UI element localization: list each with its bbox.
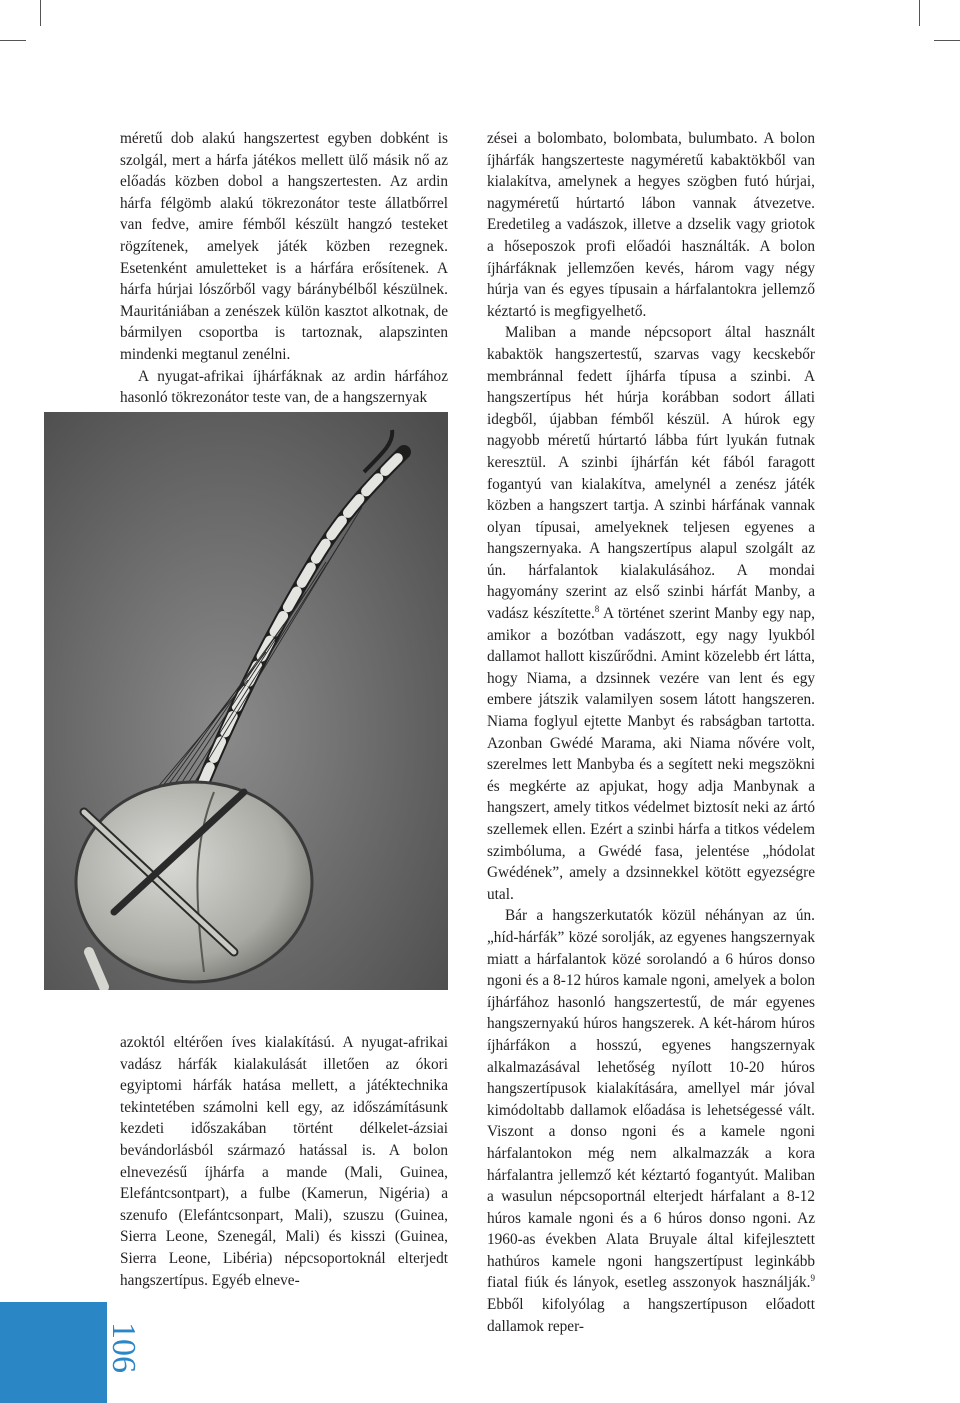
left-column-bottom (120, 1032, 448, 1291)
paragraph-text: A történet szerint Manby egy nap, amikor a bozótban vadászott, egy nagy lyukból dallamot hallott kiszűrődni. Amint közelebb ért látta, hogy Niama, a dzsinnek vezére van lent és egy embere játszik valamilyen sosem látott hangszeren. Niama foglyul ejtette Manbyt és rabságban tartotta. Azonban Gwédé Marama, aki Niama nővére volt, szerelmes lett Manbyba és a segített neki megszökni és megkérte az apjukat, hogy adja Manbynak a hangszert, amely titkos védelmet biztosít neki az ártó szellemek ellen. Ezért a szinbi hárfa a titkos védelem szimbóluma, a Gwédé fasa, jelentése „hódolat Gwédének”, amely a dzsinnekkel kötött egyezségre utal. (487, 605, 815, 903)
paragraph: méretű dob alakú hangszertest egyben dobként is szolgál, mert a hárfa játékos mellett ülő másik nő az előadás közben dobol a hangszertesten. Az ardin hárfa félgömb alakú tökrezonátor teste állatbőrrel van fedve, amire fémből készült hangzó testeket rögzítenek, amelyek játék közben rezegnek. Esetenként amuletteket is a hárfára erősítenek. A hárfa húrjai lószőrből vagy báránybélből készülnek. Mauritániában a zenészek külön kasztot alkotnak, de bármilyen csoportba is tartoznak, alapszinten mindenki megtanul zenélni. (120, 130, 448, 363)
crop-mark (0, 40, 26, 41)
bow-harp-photo (44, 412, 448, 990)
left-column-top (120, 128, 448, 409)
footnote-marker: 8 (594, 603, 600, 614)
crop-mark (919, 0, 920, 26)
footnote-marker: 9 (810, 1273, 815, 1284)
paragraph: zései a bolombato, bolombata, bulumbato. A bolon íjhárfák hangszerteste nagyméretű kabaktökből van kialakítva, amelynek a hegyes szögben futó húrjai, nagyméretű húrtartó lábon vannak átvezetve. Eredetileg a vadászok, illetve a dzselik vagy griotok a hőseposzok profi előadói használták. A bolon íjhárfáknak jellemzően kevés, három vagy négy húrja van és egyes típusain a hárfalantokra jellemző kéztartó is megfigyelhető. (487, 130, 815, 320)
paragraph: A nyugat-afrikai íjhárfáknak az ardin hárfához hasonló tökrezonátor teste van, de a hangszernyak (120, 367, 448, 407)
paragraph (487, 905, 815, 1337)
right-column (487, 128, 815, 1337)
paragraph (487, 322, 815, 905)
page-number: 106 (105, 1322, 142, 1373)
crop-mark (934, 40, 960, 41)
crop-mark (40, 0, 41, 26)
paragraph-text: Ebből kifolyólag a hangszertípuson előadott dallamok reper- (487, 1296, 815, 1335)
bow-harp-illustration (44, 412, 448, 990)
paragraph-text: Bár a hangszerkutatók közül néhányan az ún. „híd-hárfák” közé sorolják, az egyenes hangszernyak miatt a hárfalantok közé sorolandó a 6 húros donso ngoni és a 8-12 húros kamale ngoni, amelyek a bolon íjhárfához hasonló hangszertestű, de már egyenes hangszernyakú húros hangszerek. A két-három húros íjhárfákon a hosszú, egyenes hangszernyak alkalmazásával lehetőség nyílott 10-20 húros hangszertípusok kialakítására, amellyel már jóval kimódoltabb dallamok előadása is lehetségessé vált. Viszont a donso ngoni és a kamele ngoni hárfalantokon még nem alkalmazzák a kora hárfalantra jellemző két kéztartó fogantyút. Maliban a wasulun népcsoportnál elterjedt hárfalant a 8-12 húros kamale ngoni és a 6 húros donso ngoni. Az 1960-as években Alata Bruyale által kifejlesztett hathúros kamele ngoni hangszertípust leginkább fiatal fiúk és lányok, esetleg asszonyok használják. (487, 907, 815, 1292)
page-tab (0, 1302, 107, 1403)
paragraph-text: Maliban a mande népcsoport által használt kabaktök hangszertestű, szarvas vagy kecskebőr membránnal fedett íjhárfa típusa a szinbi. A hangszertípus hét húrja korábban sodort állati idegből, újabban fémből készül. A húrok egy nagyobb méretű húrtartó lábba fúrt lyukán futnak keresztül. A szinbi íjhárfán két fából faragott fogantyú van kialakítva, amelynél a zenész játék közben a hangszert tartja. A szinbi hárfának vannak olyan típusai, amelyeknek teljesen egyenes a hangszernyaka. A hangszertípus alapul szolgált az ún. hárfalantok kialakulásához. A mondai hagyomány szerint az első szinbi hárfát Manby, a vadász készítette. (487, 324, 815, 623)
paragraph: azoktól eltérően íves kialakítású. A nyugat-afrikai vadász hárfák kialakulását illetően az ókori egyiptomi hárfák hatása mellett, a játéktechnika tekintetében számolni kell egy, az időszámításunk kezdeti időszakában történt délkelet-ázsiai bevándorlásból származó hatással is. A bolon elnevezésű íjhárfa a mande (Mali, Guinea, Elefántcsontpart), a fulbe (Kamerun, Nigéria) a szenufo (Elefántcsonpart, Mali), szuszu (Guinea, Sierra Leone, Szenegál, Mali) és kisszi (Guinea, Sierra Leone, Libéria) népcsoportoknál elterjedt hangszertípus. Egyéb elneve- (120, 1034, 448, 1289)
